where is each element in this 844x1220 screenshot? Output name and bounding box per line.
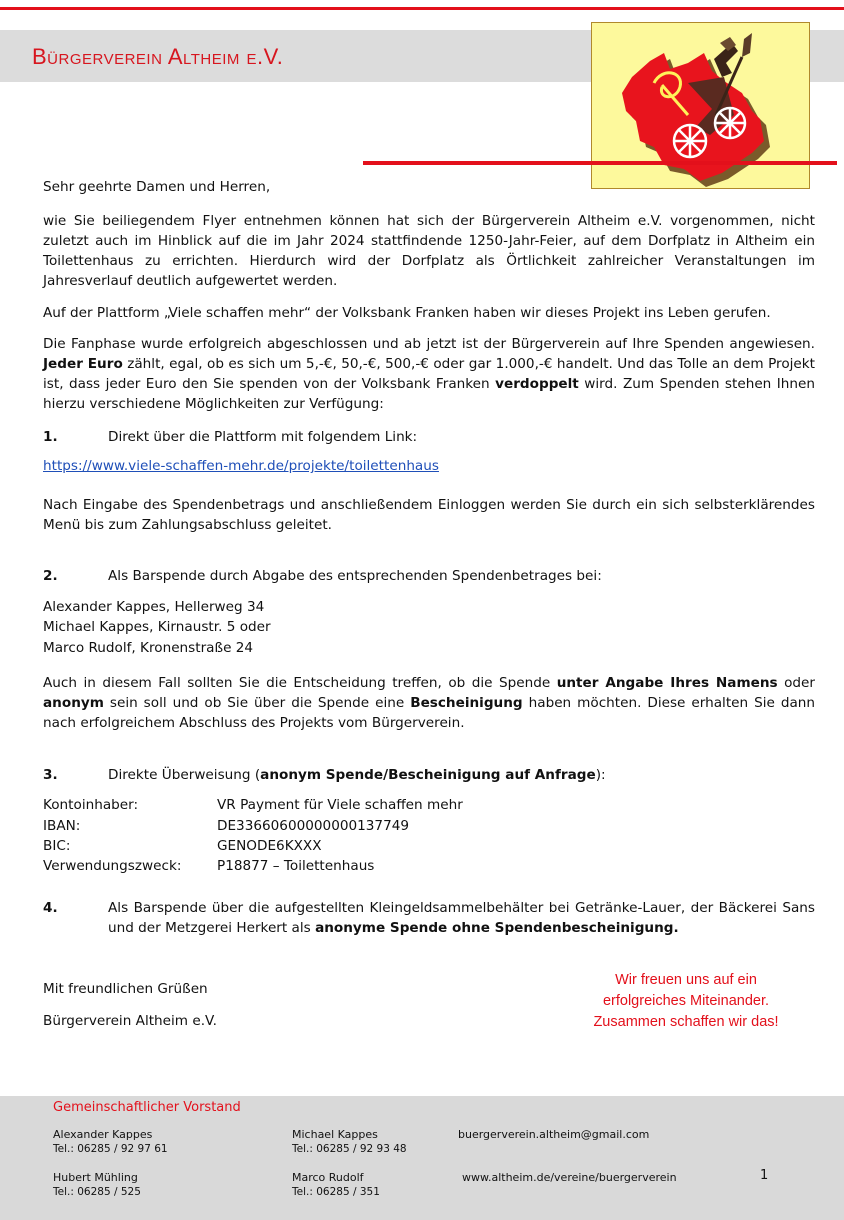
text-fragment: Die Fanphase wurde erfolgreich abgeschlossen und ab jetzt ist der Bürgerverein auf Ihre Spenden angewiesen. [43,336,815,352]
paragraph-platform: Auf der Plattform „Viele schaffen mehr“ der Volksbank Franken haben wir dieses Projekt ins Leben gerufen. [43,305,771,321]
option-1-number: 1. [43,429,58,445]
text-fragment: Auch in diesem Fall sollten Sie die Entscheidung treffen, ob die Spende [43,675,557,691]
member-phone: Tel.: 06285 / 92 93 48 [292,1143,407,1155]
bank-value: VR Payment für Viele schaffen mehr [217,797,463,813]
emphasis-name: unter Angabe Ihres Namens [556,675,778,691]
option-2-text: Als Barspende durch Abgabe des entsprechenden Spendenbetrages bei: [108,568,602,584]
footer-title: Gemeinschaftlicher Vorstand [53,1100,241,1115]
closing-signature: Bürgerverein Altheim e.V. [43,1013,217,1029]
member-name: Hubert Mühling [53,1171,138,1184]
footer-website[interactable]: www.altheim.de/vereine/buergerverein [462,1171,677,1184]
option-3-number: 3. [43,767,58,783]
emphasis-verdoppelt: verdoppelt [495,376,579,392]
member-phone: Tel.: 06285 / 525 [53,1186,141,1198]
text-fragment: zählt, egal, ob es sich um 5,-€, 50,-€, 500,-€ oder gar 1.000,-€ handelt. Und das Tolle an dem Projekt ist, dass jeder Euro den Sie spenden von der Volksbank Franken [43,356,815,392]
contact-line: Michael Kappes, Kirnaustr. 5 oder [43,619,271,635]
emphasis-jeder-euro: Jeder Euro [43,356,123,372]
bank-key: BIC: [43,838,71,854]
board-member [53,1171,141,1199]
salutation: Sehr geehrte Damen und Herren, [43,179,271,195]
donation-link[interactable]: https://www.viele-schaffen-mehr.de/projekte/toilettenhaus [43,458,439,474]
closing-motto [566,970,806,1033]
emphasis-anonym-spende: anonym Spende/Bescheinigung auf Anfrage [260,767,596,783]
text-fragment: Direkte Überweisung ( [108,767,261,783]
header-red-rule [363,161,837,165]
motto-line: Zusammen schaffen wir das! [593,1014,779,1030]
member-name: Michael Kappes [292,1128,378,1141]
contact-line: Marco Rudolf, Kronenstraße 24 [43,640,254,656]
member-phone: Tel.: 06285 / 351 [292,1186,380,1198]
member-name: Alexander Kappes [53,1128,153,1141]
bank-value: P18877 – Toilettenhaus [217,858,375,874]
bank-value: GENODE6KXXX [217,838,322,854]
option-4-number: 4. [43,900,58,916]
option-1-note: Nach Eingabe des Spendenbetrags und anschließendem Einloggen werden Sie durch ein sich selbsterklärendes Menü bis zum Zahlungsabschluss geleitet. [43,497,815,533]
bank-value: DE33660600000000137749 [217,818,410,834]
contact-line: Alexander Kappes, Hellerweg 34 [43,599,265,615]
bank-key: Kontoinhaber: [43,797,139,813]
text-fragment: haben möchten. Diese erhalten Sie dann nach erfolgreichem Abschluss des Projekts vom Bürgerverein. [43,695,816,731]
option-2-note [43,673,815,733]
text-fragment: oder [777,675,815,691]
motto-line: Wir freuen uns auf ein [615,972,757,988]
text-fragment: wird. Zum Spenden stehen Ihnen hierzu verschiedene Möglichkeiten zur Verfügung: [43,376,815,412]
bank-key: IBAN: [43,818,81,834]
emphasis-anonyme-spende: anonyme Spende ohne Spendenbescheinigung. [315,920,679,936]
text-fragment: sein soll und ob Sie über die Spende eine [103,695,411,711]
top-red-rule [0,7,844,10]
org-title: Bürgerverein Altheim e.V. [32,44,284,69]
option-1-text: Direkt über die Plattform mit folgendem Link: [108,429,418,445]
option-3-text [108,765,815,785]
motto-line: erfolgreiches Miteinander. [602,993,770,1009]
paragraph-fanphase [43,334,815,414]
page-number: 1 [760,1168,769,1183]
closing-greeting: Mit freundlichen Grüßen [43,981,208,997]
option-4-text [108,898,815,938]
option-2-number: 2. [43,568,58,584]
board-member [53,1128,168,1156]
text-fragment: Als Barspende über die aufgestellten Kleingeldsammelbehälter bei Getränke-Lauer, der Bäckerei Sans und der Metzgerei Herkert als [108,900,815,936]
bank-key: Verwendungszweck: [43,858,182,874]
footer-email[interactable]: buergerverein.altheim@gmail.com [458,1128,650,1141]
board-member [292,1128,407,1156]
emphasis-bescheinigung: Bescheinigung [410,695,523,711]
board-member [292,1171,380,1199]
member-name: Marco Rudolf [292,1171,364,1184]
member-phone: Tel.: 06285 / 92 97 61 [53,1143,168,1155]
text-fragment: ): [595,767,606,783]
paragraph-intro: wie Sie beiliegendem Flyer entnehmen können hat sich der Bürgerverein Altheim e.V. vorgenommen, nicht zuletzt auch im Hinblick auf die im Jahr 2024 stattfindende 1250-Jahr-Feier, auf dem Dorfplatz in Altheim ein Toilettenhaus zu errichten. Hierdurch wird der Dorfplatz als Örtlichkeit zahlreicher Veranstaltungen im Jahresverlauf deutlich aufgewertet werden. [43,213,815,289]
emphasis-anonym: anonym [43,695,104,711]
